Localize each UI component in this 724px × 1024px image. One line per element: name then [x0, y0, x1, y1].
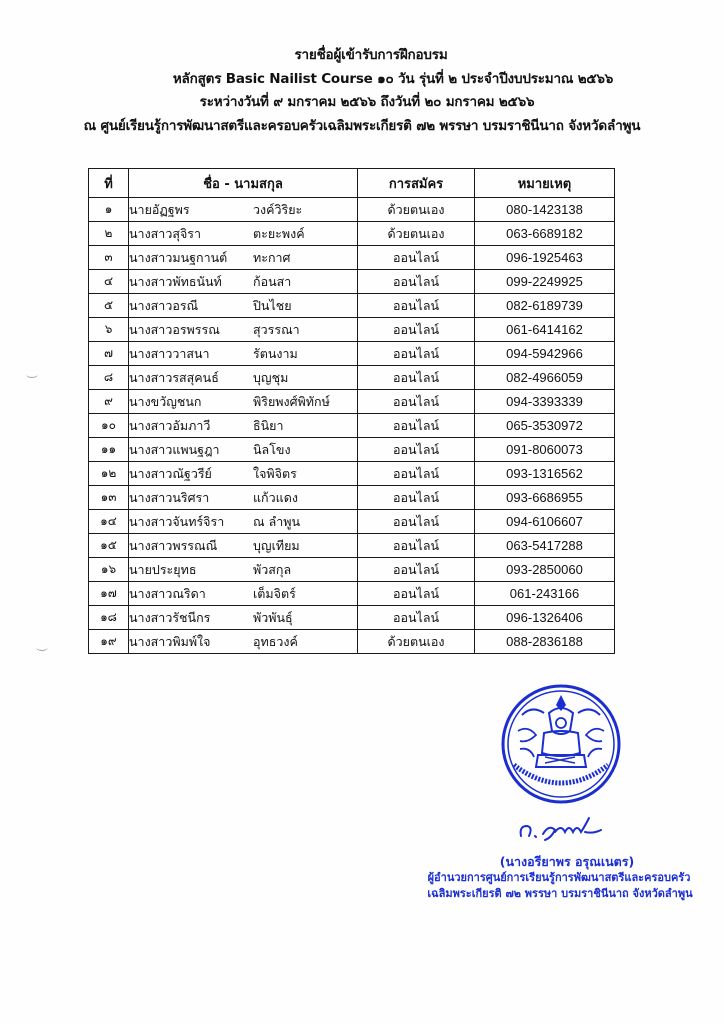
phone-note: 061-243166 — [475, 582, 615, 606]
phone-note: 091-8060073 — [475, 438, 615, 462]
table-row — [89, 438, 615, 462]
table-row — [89, 510, 615, 534]
table-row — [89, 342, 615, 366]
table-row — [89, 246, 615, 270]
table-row — [89, 222, 615, 246]
phone-note: 065-3530972 — [475, 414, 615, 438]
participant-last-name: ตะยะพงค์ — [253, 225, 305, 241]
participant-last-name: ณ ลำพูน — [253, 513, 301, 529]
row-number: ๖ — [89, 318, 129, 342]
participant-first-name: นางสาวนริศรา — [129, 489, 210, 505]
participant-last-name: ทะกาศ — [253, 249, 291, 265]
participant-last-name: วงค์วิริยะ — [253, 201, 303, 217]
participant-name — [129, 510, 358, 534]
table-row — [89, 486, 615, 510]
participant-last-name: บุญชุม — [253, 369, 289, 385]
phone-note: 094-6106607 — [475, 510, 615, 534]
registration-method: ออนไลน์ — [358, 318, 475, 342]
phone-note: 082-4966059 — [475, 366, 615, 390]
heading-venue: ณ ศูนย์เรียนรู้การพัฒนาสตรีและครอบครัวเฉลิมพระเกียรติ ๗๒ พรรษา บรมราชินีนาถ จังหวัดลำพูน — [83, 117, 641, 134]
participant-first-name: นายอัฏฐพร — [129, 201, 190, 217]
participant-last-name: นิลโขง — [253, 441, 291, 457]
phone-note: 080-1423138 — [475, 198, 615, 222]
participant-last-name: ก้อนสา — [253, 273, 292, 289]
row-number: ๗ — [89, 342, 129, 366]
header-no: ที่ — [89, 169, 129, 198]
row-number: ๑๒ — [89, 462, 129, 486]
registration-method: ด้วยตนเอง — [358, 222, 475, 246]
participant-last-name: สุวรรณา — [253, 321, 300, 337]
registration-method: ออนไลน์ — [358, 270, 475, 294]
phone-note: 096-1925463 — [475, 246, 615, 270]
participant-last-name: พัวสกุล — [253, 561, 292, 577]
table-row — [89, 294, 615, 318]
participant-name — [129, 462, 358, 486]
phone-note: 063-5417288 — [475, 534, 615, 558]
row-number: ๑๔ — [89, 510, 129, 534]
participant-name — [129, 630, 358, 654]
registration-method: ด้วยตนเอง — [358, 630, 475, 654]
heading-dates: ระหว่างวันที่ ๙ มกราคม ๒๕๖๖ ถึงวันที่ ๒๐ มกราคม ๒๕๖๖ — [199, 94, 535, 110]
participant-name — [129, 198, 358, 222]
table-row — [89, 558, 615, 582]
participant-first-name: นางสาวอรณี — [129, 297, 199, 313]
table-body — [89, 198, 615, 654]
row-number: ๑๘ — [89, 606, 129, 630]
participant-first-name: นางสาวมนฐกานต์ — [129, 249, 228, 265]
row-number: ๘ — [89, 366, 129, 390]
phone-note: 063-6689182 — [475, 222, 615, 246]
table-row — [89, 366, 615, 390]
row-number: ๙ — [89, 390, 129, 414]
table-row — [89, 390, 615, 414]
participant-last-name: บุญเทียม — [253, 537, 300, 553]
registration-method: ออนไลน์ — [358, 582, 475, 606]
participant-name — [129, 582, 358, 606]
registration-method: ออนไลน์ — [358, 534, 475, 558]
registration-method: ออนไลน์ — [358, 390, 475, 414]
participant-first-name: นางสาวอัมภาวี — [129, 417, 211, 433]
row-number: ๔ — [89, 270, 129, 294]
row-number: ๑๗ — [89, 582, 129, 606]
participant-name — [129, 558, 358, 582]
heading-title: รายชื่อผู้เข้ารับการฝึกอบรม — [294, 47, 448, 63]
row-number: ๑ — [89, 198, 129, 222]
table-row — [89, 198, 615, 222]
participant-first-name: นางสาวจันทร์จิรา — [129, 513, 225, 529]
punch-hole-mark — [36, 643, 48, 651]
participant-name — [129, 246, 358, 270]
handwritten-signature — [515, 812, 605, 842]
participant-last-name: ใจพิจิตร — [253, 465, 297, 481]
phone-note: 099-2249925 — [475, 270, 615, 294]
document-heading — [0, 44, 724, 138]
signatory-position: ผู้อำนวยการศูนย์การเรียนรู้การพัฒนาสตรีและครอบครัว — [427, 871, 691, 884]
official-seal-icon — [500, 683, 622, 805]
table-row — [89, 606, 615, 630]
participant-name — [129, 414, 358, 438]
participant-name — [129, 486, 358, 510]
header-registration: การสมัคร — [358, 169, 475, 198]
participant-first-name: นางสาวรสสุคนธ์ — [129, 369, 219, 385]
phone-note: 082-6189739 — [475, 294, 615, 318]
header-note: หมายเหตุ — [475, 169, 615, 198]
row-number: ๑๖ — [89, 558, 129, 582]
phone-note: 096-1326406 — [475, 606, 615, 630]
participant-first-name: นางสาวณัฐวรีย์ — [129, 465, 212, 481]
registration-method: ออนไลน์ — [358, 366, 475, 390]
participant-last-name: ธินิยา — [253, 417, 284, 433]
phone-note: 093-1316562 — [475, 462, 615, 486]
table-row — [89, 318, 615, 342]
table-header-row — [89, 169, 615, 198]
participant-name — [129, 294, 358, 318]
row-number: ๑๐ — [89, 414, 129, 438]
phone-note: 094-3393339 — [475, 390, 615, 414]
participant-first-name: นางสาวณริดา — [129, 585, 206, 601]
table-row — [89, 582, 615, 606]
participant-last-name: พัวพันธุ์ — [253, 609, 293, 625]
punch-hole-mark — [26, 370, 38, 378]
phone-note: 094-5942966 — [475, 342, 615, 366]
registration-method: ออนไลน์ — [358, 486, 475, 510]
participant-name — [129, 342, 358, 366]
participant-first-name: นางสาวพัทธนันท์ — [129, 273, 222, 289]
table-row — [89, 630, 615, 654]
registration-method: ด้วยตนเอง — [358, 198, 475, 222]
participant-last-name: อุทธวงค์ — [253, 633, 298, 649]
participant-first-name: นางสาวพรรณณี — [129, 537, 218, 553]
participant-name — [129, 318, 358, 342]
participant-first-name: นางสาวอรพรรณ — [129, 321, 220, 337]
row-number: ๑๙ — [89, 630, 129, 654]
registration-method: ออนไลน์ — [358, 558, 475, 582]
participant-first-name: นางขวัญชนก — [129, 393, 202, 409]
header-name: ชื่อ - นามสกุล — [129, 169, 358, 198]
row-number: ๑๕ — [89, 534, 129, 558]
phone-note: 061-6414162 — [475, 318, 615, 342]
row-number: ๕ — [89, 294, 129, 318]
signatory-block — [400, 853, 700, 902]
participant-name — [129, 390, 358, 414]
participant-last-name: แก้วแดง — [253, 489, 298, 505]
registration-method: ออนไลน์ — [358, 606, 475, 630]
registration-method: ออนไลน์ — [358, 246, 475, 270]
heading-course: หลักสูตร Basic Nailist Course ๑๐ วัน รุ่นที่ ๒ ประจำปีงบประมาณ ๒๕๖๖ — [172, 70, 614, 87]
table-row — [89, 534, 615, 558]
registration-method: ออนไลน์ — [358, 294, 475, 318]
row-number: ๑๑ — [89, 438, 129, 462]
signatory-organization: เฉลิมพระเกียรติ ๗๒ พรรษา บรมราชินีนาถ จังหวัดลำพูน — [427, 887, 693, 900]
participant-name — [129, 366, 358, 390]
participant-first-name: นางสาวแพนฐฎา — [129, 441, 220, 457]
participant-name — [129, 270, 358, 294]
table-row — [89, 462, 615, 486]
participant-last-name: พิริยพงศ์พิทักษ์ — [253, 393, 330, 409]
row-number: ๑๓ — [89, 486, 129, 510]
participant-first-name: นางสาวสุจิรา — [129, 225, 202, 241]
row-number: ๓ — [89, 246, 129, 270]
registration-method: ออนไลน์ — [358, 438, 475, 462]
participant-first-name: นางสาวรัชนีกร — [129, 609, 211, 625]
table-row — [89, 414, 615, 438]
row-number: ๒ — [89, 222, 129, 246]
participant-last-name: ปินไชย — [253, 297, 292, 313]
signatory-name: (นางอรียาพร อรุณเนตร) — [499, 854, 635, 869]
participant-first-name: นางสาววาสนา — [129, 345, 210, 361]
participant-name — [129, 438, 358, 462]
registration-method: ออนไลน์ — [358, 414, 475, 438]
phone-note: 093-2850060 — [475, 558, 615, 582]
participants-table — [88, 168, 615, 654]
phone-note: 088-2836188 — [475, 630, 615, 654]
registration-method: ออนไลน์ — [358, 462, 475, 486]
participant-name — [129, 606, 358, 630]
phone-note: 093-6686955 — [475, 486, 615, 510]
participant-last-name: เต็มจิตร์ — [253, 585, 296, 601]
participant-name — [129, 534, 358, 558]
participant-first-name: นายประยุทธ — [129, 561, 197, 577]
participant-first-name: นางสาวพิมพ์ใจ — [129, 633, 211, 649]
registration-method: ออนไลน์ — [358, 342, 475, 366]
registration-method: ออนไลน์ — [358, 510, 475, 534]
table-row — [89, 270, 615, 294]
participant-last-name: รัตนงาม — [253, 345, 298, 361]
participant-name — [129, 222, 358, 246]
